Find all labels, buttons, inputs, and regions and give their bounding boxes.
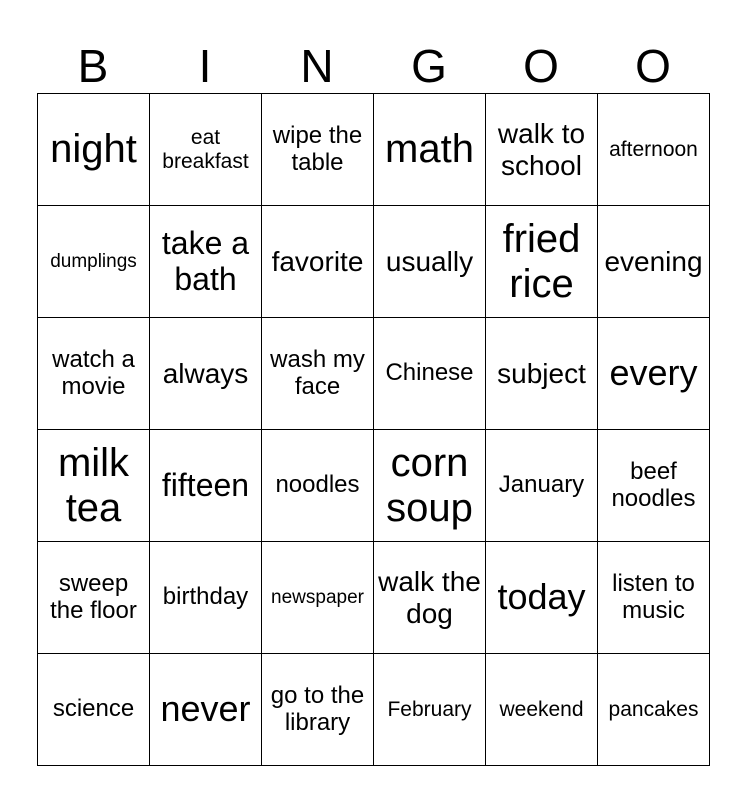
bingo-header (37, 38, 709, 94)
bingo-cell[interactable]: noodles (262, 430, 374, 542)
bingo-cell[interactable]: Chinese (374, 318, 486, 430)
header-letter-n: N (300, 40, 334, 92)
bingo-cell[interactable]: watch a movie (38, 318, 150, 430)
bingo-cell[interactable]: go to the library (262, 654, 374, 766)
bingo-cell[interactable]: pancakes (598, 654, 710, 766)
bingo-cell[interactable]: usually (374, 206, 486, 318)
bingo-cell[interactable]: newspaper (262, 542, 374, 654)
bingo-cell[interactable]: listen to music (598, 542, 710, 654)
bingo-cell[interactable]: science (38, 654, 150, 766)
bingo-cell[interactable]: subject (486, 318, 598, 430)
bingo-cell[interactable]: night (38, 94, 150, 206)
bingo-grid (37, 93, 710, 766)
bingo-cell[interactable]: walk the dog (374, 542, 486, 654)
bingo-cell[interactable]: weekend (486, 654, 598, 766)
bingo-cell[interactable]: always (150, 318, 262, 430)
bingo-cell[interactable]: take a bath (150, 206, 262, 318)
header-letter-o-2: O (635, 40, 671, 92)
bingo-cell[interactable]: eat breakfast (150, 94, 262, 206)
bingo-cell[interactable]: math (374, 94, 486, 206)
bingo-cell[interactable]: never (150, 654, 262, 766)
bingo-cell[interactable]: every (598, 318, 710, 430)
bingo-cell[interactable]: February (374, 654, 486, 766)
header-letter-i: I (198, 40, 212, 92)
bingo-cell[interactable]: evening (598, 206, 710, 318)
header-letter-b: B (77, 40, 109, 92)
bingo-cell[interactable]: fried rice (486, 206, 598, 318)
bingo-cell[interactable]: sweep the floor (38, 542, 150, 654)
bingo-cell[interactable]: afternoon (598, 94, 710, 206)
bingo-cell[interactable]: beef noodles (598, 430, 710, 542)
bingo-cell[interactable]: birthday (150, 542, 262, 654)
header-letter-o: O (523, 40, 559, 92)
bingo-cell[interactable]: corn soup (374, 430, 486, 542)
bingo-cell[interactable]: milk tea (38, 430, 150, 542)
bingo-cell[interactable]: wash my face (262, 318, 374, 430)
bingo-cell[interactable]: dumplings (38, 206, 150, 318)
bingo-cell[interactable]: walk to school (486, 94, 598, 206)
bingo-cell[interactable]: fifteen (150, 430, 262, 542)
bingo-cell[interactable]: wipe the table (262, 94, 374, 206)
bingo-cell[interactable]: today (486, 542, 598, 654)
header-letter-g: G (411, 40, 447, 92)
bingo-cell[interactable]: January (486, 430, 598, 542)
bingo-cell[interactable]: favorite (262, 206, 374, 318)
